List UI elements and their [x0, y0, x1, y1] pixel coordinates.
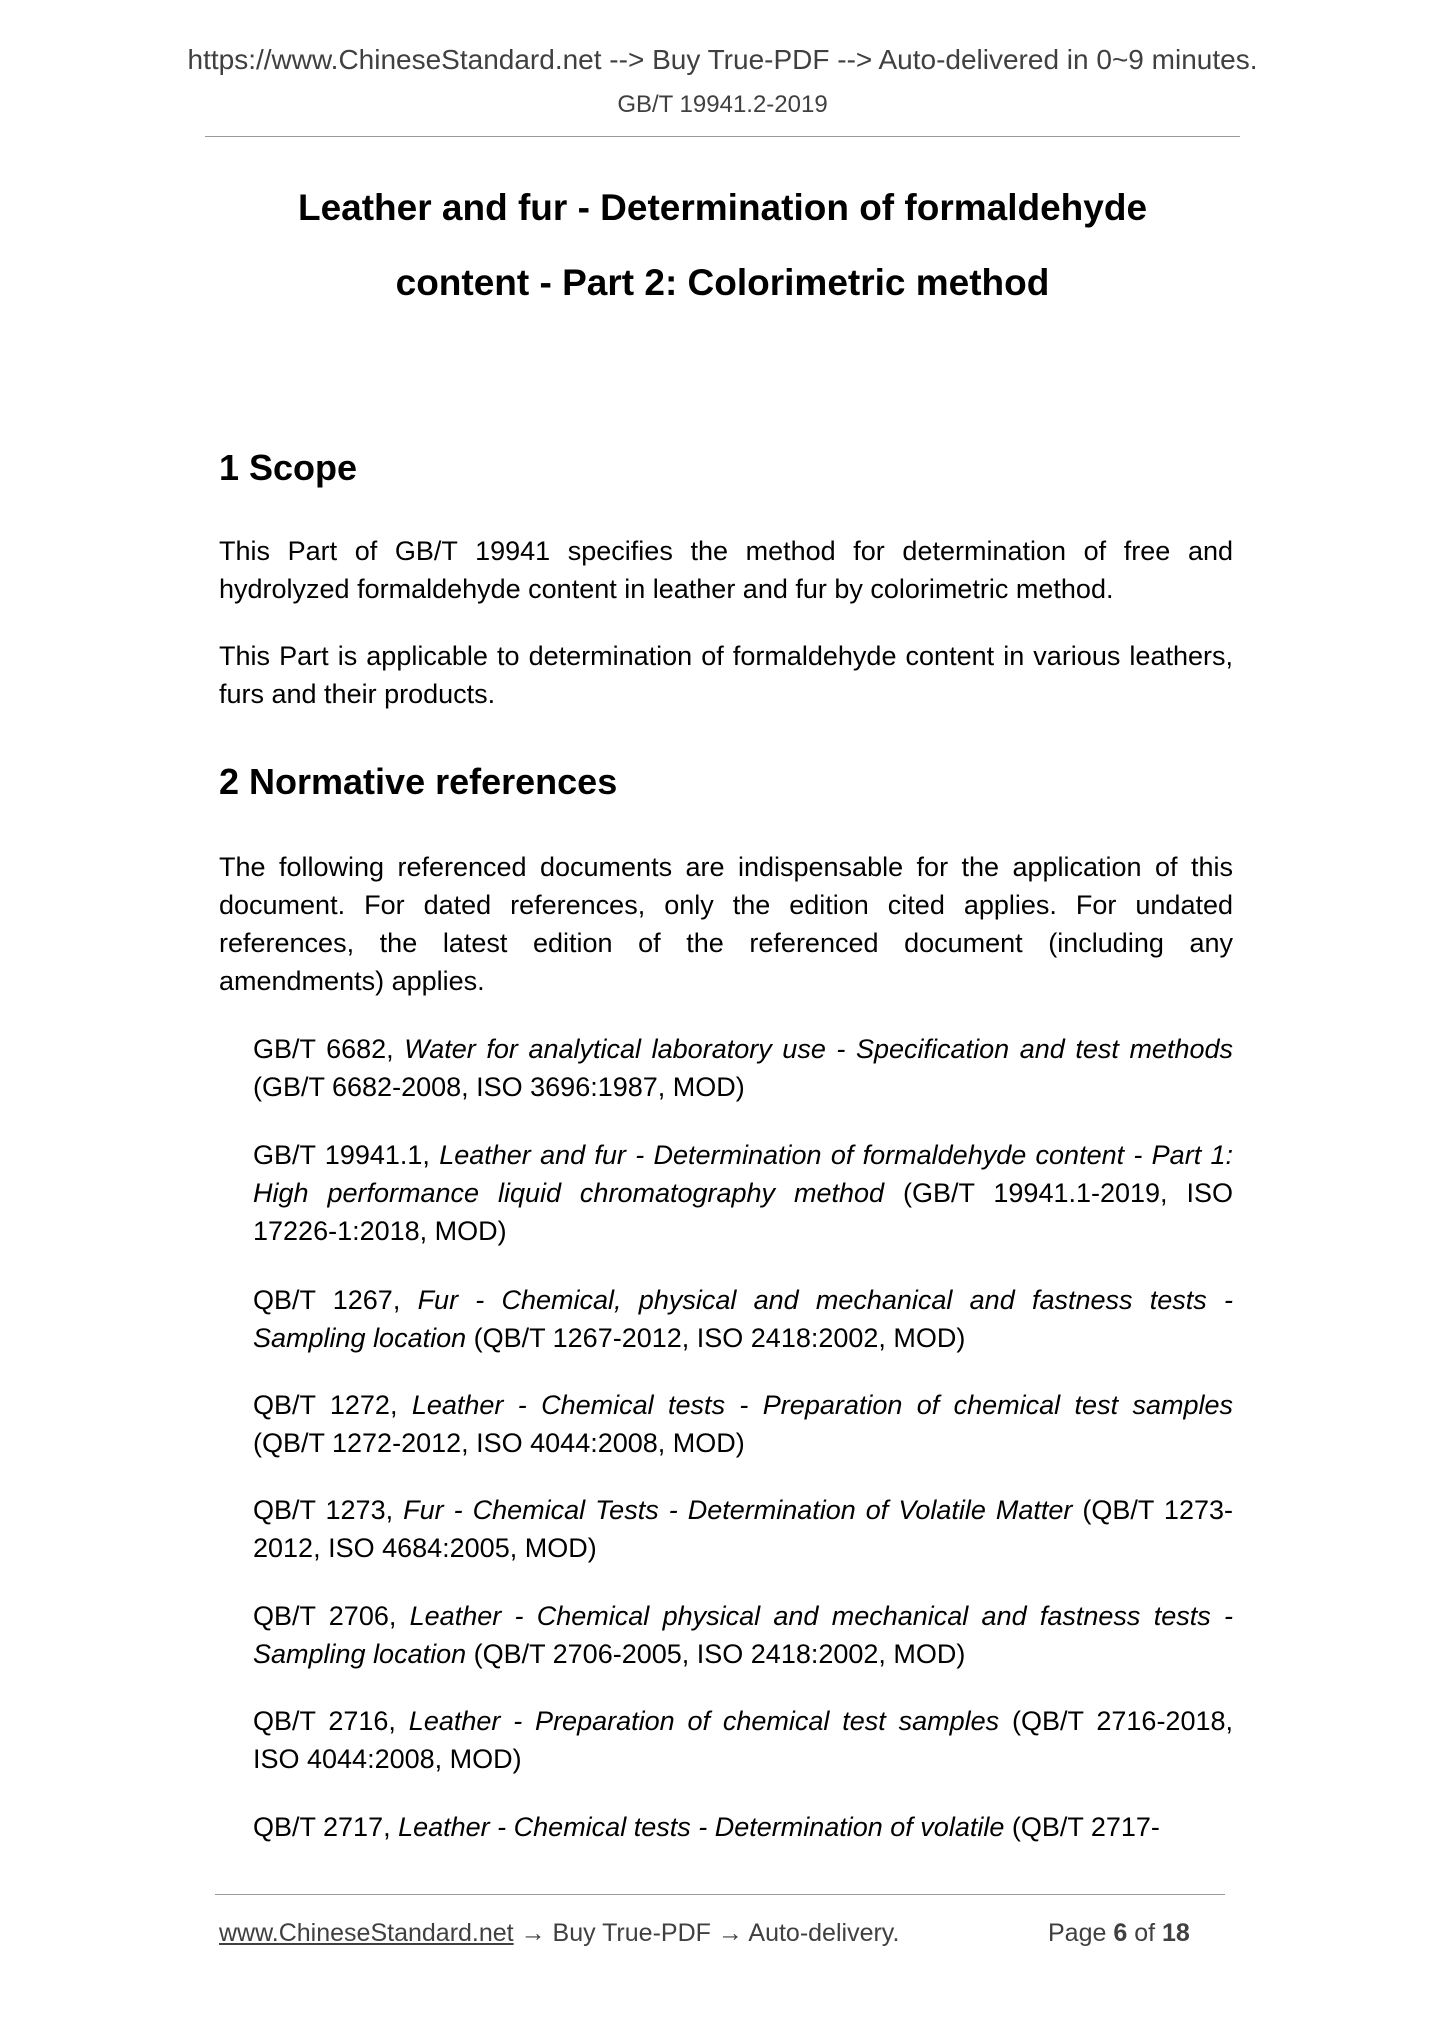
reference-code: QB/T 2716,	[253, 1706, 409, 1736]
footer-promo	[219, 1917, 899, 1949]
header-standard-number: GB/T 19941.2-2019	[617, 91, 828, 118]
section-heading-normative-references: 2 Normative references	[219, 761, 618, 802]
reference-item	[253, 1597, 1233, 1673]
reference-details: (QB/T 2706-2005, ISO 2418:2002, MOD)	[466, 1639, 966, 1669]
reference-code: QB/T 1267,	[253, 1285, 418, 1315]
page-label: Page	[1048, 1919, 1114, 1947]
reference-item	[253, 1136, 1233, 1250]
reference-details: (QB/T 1267-2012, ISO 2418:2002, MOD)	[466, 1323, 966, 1353]
reference-item	[253, 1281, 1233, 1357]
reference-code: QB/T 2706,	[253, 1601, 410, 1631]
footer-promo-text: → Buy True-PDF → Auto-delivery.	[513, 1919, 900, 1947]
reference-details: (QB/T 2717-	[1004, 1812, 1160, 1842]
reference-details: (GB/T 6682-2008, ISO 3696:1987, MOD)	[253, 1072, 745, 1102]
page-indicator	[1048, 1917, 1190, 1949]
footer-divider	[215, 1894, 1225, 1895]
reference-code: GB/T 6682,	[253, 1034, 405, 1064]
footer-site-link[interactable]: www.ChineseStandard.net	[219, 1919, 514, 1947]
reference-code: QB/T 1272,	[253, 1390, 412, 1420]
document-title-line2: content - Part 2: Colorimetric method	[395, 262, 1050, 303]
reference-title: Leather - Chemical physical and mechanical and fastness tests - Sampling location	[253, 1601, 1233, 1669]
normative-intro-paragraph: The following referenced documents are indispensable for the application of this document. For dated references, only the edition cited applies. For undated references, the latest edition of the referenced document (including any amendments) applies.	[219, 852, 1233, 996]
reference-title: Leather - Chemical tests - Preparation of chemical test samples	[411, 1390, 1233, 1420]
reference-title: Fur - Chemical, physical and mechanical and fastness tests - Sampling location	[253, 1285, 1233, 1353]
reference-title: Leather and fur - Determination of formaldehyde content - Part 1: High performance liquid chromatography method	[253, 1140, 1234, 1208]
section-heading-scope: 1 Scope	[219, 447, 358, 488]
header-divider	[205, 136, 1240, 137]
reference-item	[253, 1386, 1233, 1462]
scope-paragraph-1: This Part of GB/T 19941 specifies the method for determination of free and hydrolyzed formaldehyde content in leather and fur by colorimetric method.	[219, 536, 1233, 604]
document-title-line1: Leather and fur - Determination of formaldehyde	[297, 187, 1148, 228]
reference-details: (QB/T 1273-2012, ISO 4684:2005, MOD)	[253, 1495, 1233, 1563]
reference-title: Water for analytical laboratory use - Specification and test methods	[404, 1034, 1234, 1064]
reference-item	[253, 1808, 1233, 1846]
reference-code: QB/T 1273,	[253, 1495, 404, 1525]
reference-details: (QB/T 1272-2012, ISO 4044:2008, MOD)	[253, 1428, 745, 1458]
reference-item	[253, 1702, 1233, 1778]
page-of-label: of	[1127, 1919, 1162, 1947]
total-pages: 18	[1162, 1919, 1190, 1947]
reference-item	[253, 1030, 1233, 1106]
reference-title: Leather - Preparation of chemical test samples	[408, 1706, 1000, 1736]
reference-code: QB/T 2717,	[253, 1812, 399, 1842]
reference-title: Fur - Chemical Tests - Determination of Volatile Matter	[403, 1495, 1073, 1525]
reference-title: Leather - Chemical tests - Determination of volatile	[398, 1812, 1005, 1842]
header-url-line: https://www.ChineseStandard.net --> Buy True-PDF --> Auto-delivered in 0~9 minutes.	[187, 44, 1258, 75]
page-number: 6	[1113, 1919, 1128, 1947]
reference-details: (QB/T 2716-2018, ISO 4044:2008, MOD)	[253, 1706, 1234, 1774]
scope-paragraph-2: This Part is applicable to determination of formaldehyde content in various leathers, furs and their products.	[219, 641, 1233, 709]
reference-item	[253, 1491, 1233, 1567]
reference-code: GB/T 19941.1,	[253, 1140, 440, 1170]
reference-details: (GB/T 19941.1-2019, ISO 17226-1:2018, MOD)	[253, 1178, 1233, 1246]
